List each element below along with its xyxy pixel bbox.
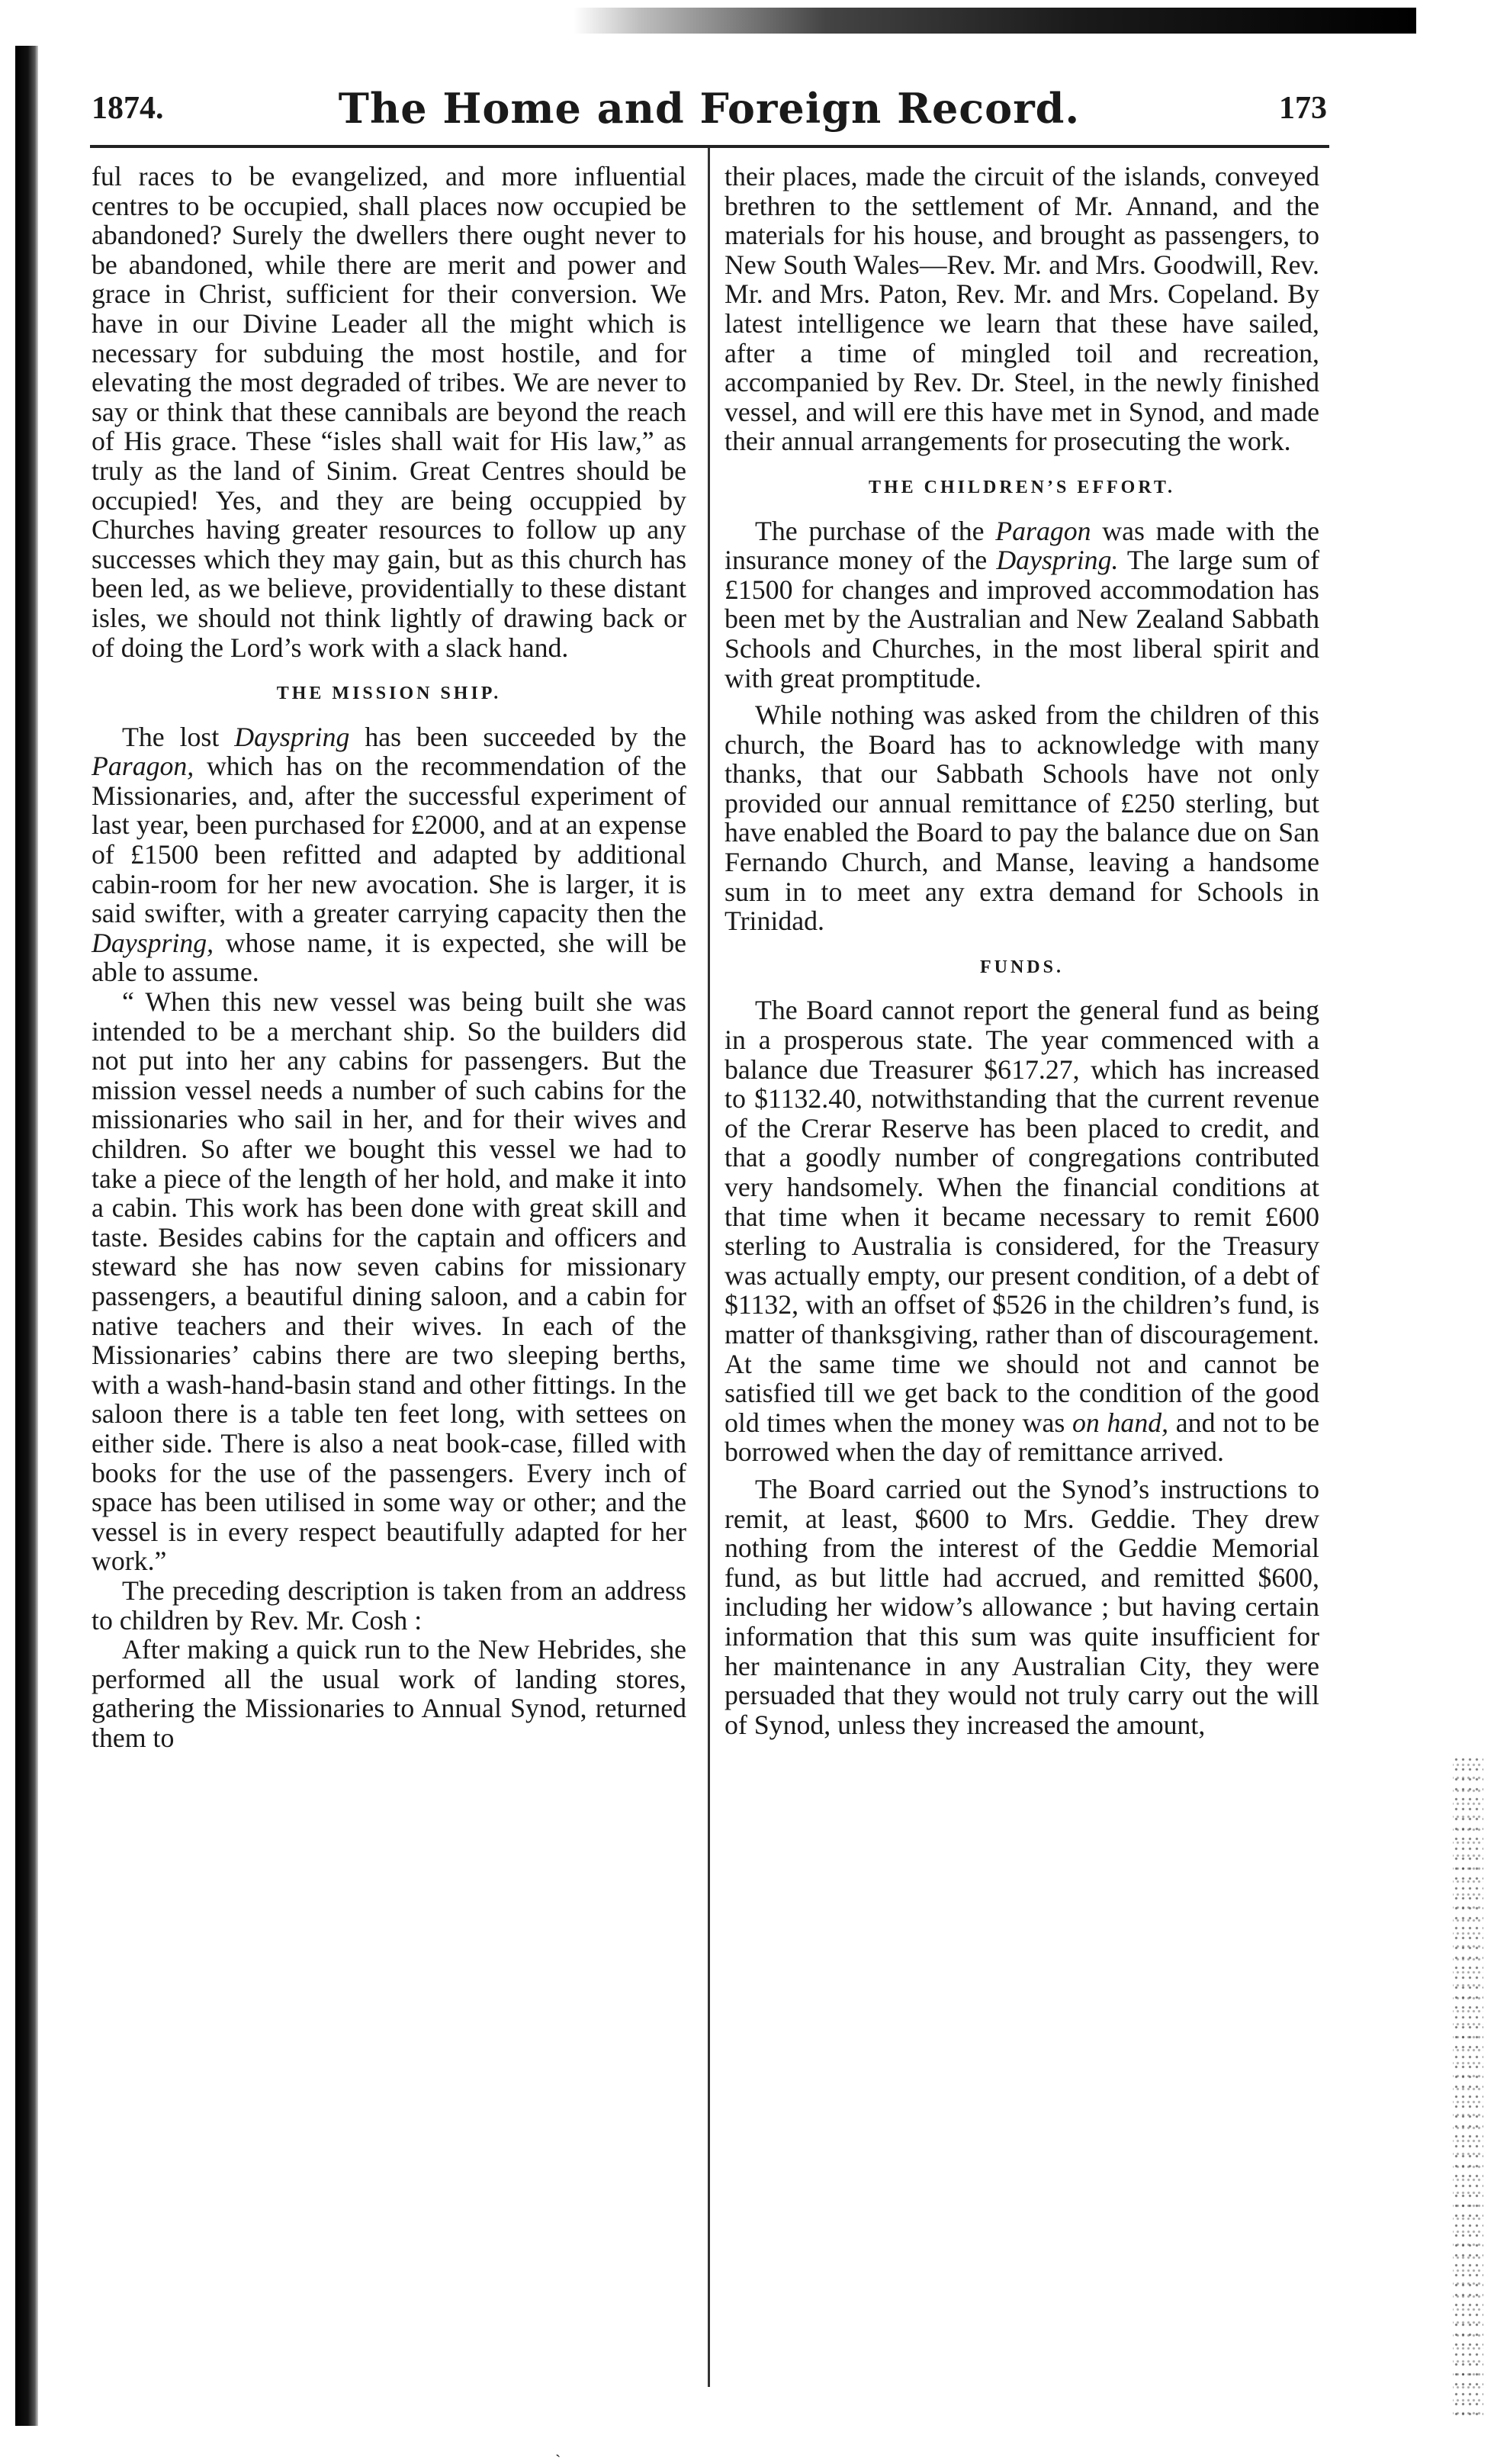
running-header (92, 84, 1327, 137)
paragraph: The Board cannot report the general fund as being in a prosperous state. The year commenced with a balance due Treasurer $617.27, which has increased to $1132.40, notwithstanding that the current revenue of the Crerar Reserve has been placed to credit, and that a goodly number of congregations contributed very handsomely. When the financial conditions at that time when it became necessary to remit £600 sterling to Australia is considered, for the Treasury was actually empty, our present condition, of a debt of $1132, with an offset of $526 in the children’s fund, is matter of thanksgiving, rather than of discouragement. At the same time we should not and cannot be satisfied till we get back to the condition of the good old times when the money was on hand, and not to be borrowed when the day of remittance arrived. (725, 995, 1320, 1468)
paragraph: “ When this new vessel was being built she was intended to be a merchant ship. So the builders did not put into her any cabins for passengers. But the mission vessel needs a number of such cabins for the missionaries who sail in her, and for their wives and children. So after we bought this vessel we had to take a piece of the length of her hold, and make it into a cabin. This work has been done with great skill and taste. Besides cabins for the captain and officers and steward she has now seven cabins for missionary passengers, a beautiful dining saloon, and a cabin for native teachers and their wives. In each of the Missionaries’ cabins there are two sleeping berths, with a wash-hand-basin stand and other fittings. In the saloon there is a table ten feet long, with settees on either side. There is also a neat book-case, filled with books for the use of the passengers. Every inch of space has been utilised in some way or other; and the vessel is in every respect beautifully adapted for her work.” (92, 986, 686, 1577)
page-edge-speckle (1453, 1755, 1483, 2418)
section-heading-funds: FUNDS. (979, 957, 1064, 977)
right-column (725, 162, 1319, 1739)
paragraph: The preceding description is taken from an address to children by Rev. Mr. Cosh : (92, 1575, 686, 1636)
paragraph: ful races to be evangelized, and more influential centres to be occupied, shall places now occupied be abandoned? Surely the dwellers there ought never to be abandoned, while there are merit and power and grace in Christ, sufficient for their conversion. We have in our Divine Leader all the might which is necessary for subduing the most hostile, and for elevating the most degraded of tribes. We are never to say or think that these cannibals are beyond the reach of His grace. These “isles shall wait for His law,” as truly as the land of Sinim. Great Centres should be occupied! Yes, and they are being occuppied by Churches having greater resources to follow up any successes which they may gain, but as this church has been led, as we believe, providentially to these distant isles, we should not think lightly of drawing back or of doing the Lord’s work with a slack hand. (92, 161, 686, 663)
header-year: 1874. (92, 91, 164, 126)
top-border-rule (574, 8, 1416, 34)
paragraph: The purchase of the Paragon was made with the insurance money of the Dayspring. The large sum of £1500 for changes and improved accommodation has been met by the Australian and New Zealand Sabbath Schools and Churches, in the most liberal spirit and with great promptitude. (725, 515, 1319, 693)
section-heading-mission-ship: THE MISSION SHIP. (276, 684, 502, 704)
paragraph: After making a quick run to the New Hebrides, she performed all the usual work of landing stores, gathering the Missionaries to Annual Synod, returned them to (92, 1634, 686, 1753)
left-column (92, 162, 686, 1752)
column-divider (708, 148, 710, 2387)
page-number: 173 (1279, 91, 1327, 126)
paragraph: The Board carried out the Synod’s instructions to remit, at least, $600 to Mrs. Geddie. They drew nothing from the interest of the Geddie Memorial fund, as but little had accrued, and remitted $600, including her widow’s allowance ; but having certain information that this sum was quite insufficient for her maintenance in any Australian City, they were persuaded that they would not truly carry out the will of Synod, unless they increased the amount, (725, 1473, 1319, 1740)
bottom-printer-mark: ˎ (555, 2438, 561, 2457)
section-heading-childrens-effort: THE CHILDREN’S EFFORT. (868, 477, 1176, 497)
paragraph: While nothing was asked from the children of this church, the Board has to acknowledge with many thanks, that our Sabbath Schools have not only provided our annual remittance of £250 sterling, but have enabled the Board to pay the balance due on San Fernando Church, and Manse, leaving a handsome sum in to meet any extra demand for Schools in Trinidad. (725, 700, 1319, 937)
paragraph: their places, made the circuit of the islands, conveyed brethren to the settlement of Mr. Annand, and the materials for his house, and brought as passengers, to New South Wales—Rev. Mr. and Mrs. Goodwill, Rev. Mr. and Mrs. Paton, Rev. Mr. and Mrs. Copeland. By latest intelligence we learn that these have sailed, after a time of mingled toil and recreation, accompanied by Rev. Dr. Steel, in the newly finished vessel, and will ere this have met in Synod, and made their annual arrangements for prosecuting the work. (725, 161, 1319, 457)
paragraph: The lost Dayspring has been succeeded by the Paragon, which has on the recommendation of the Missionaries, and, after the successful experiment of last year, been purchased for £2000, and at an expense of £1500 been refitted and adapted by additional cabin-room for her new avocation. She is larger, it is said swifter, with a greater carrying capacity then the Dayspring, whose name, it is expected, she will be able to assume. (92, 721, 686, 988)
page-binding-shadow (15, 46, 38, 2426)
header-title: The Home and Foreign Record. (338, 84, 1081, 133)
